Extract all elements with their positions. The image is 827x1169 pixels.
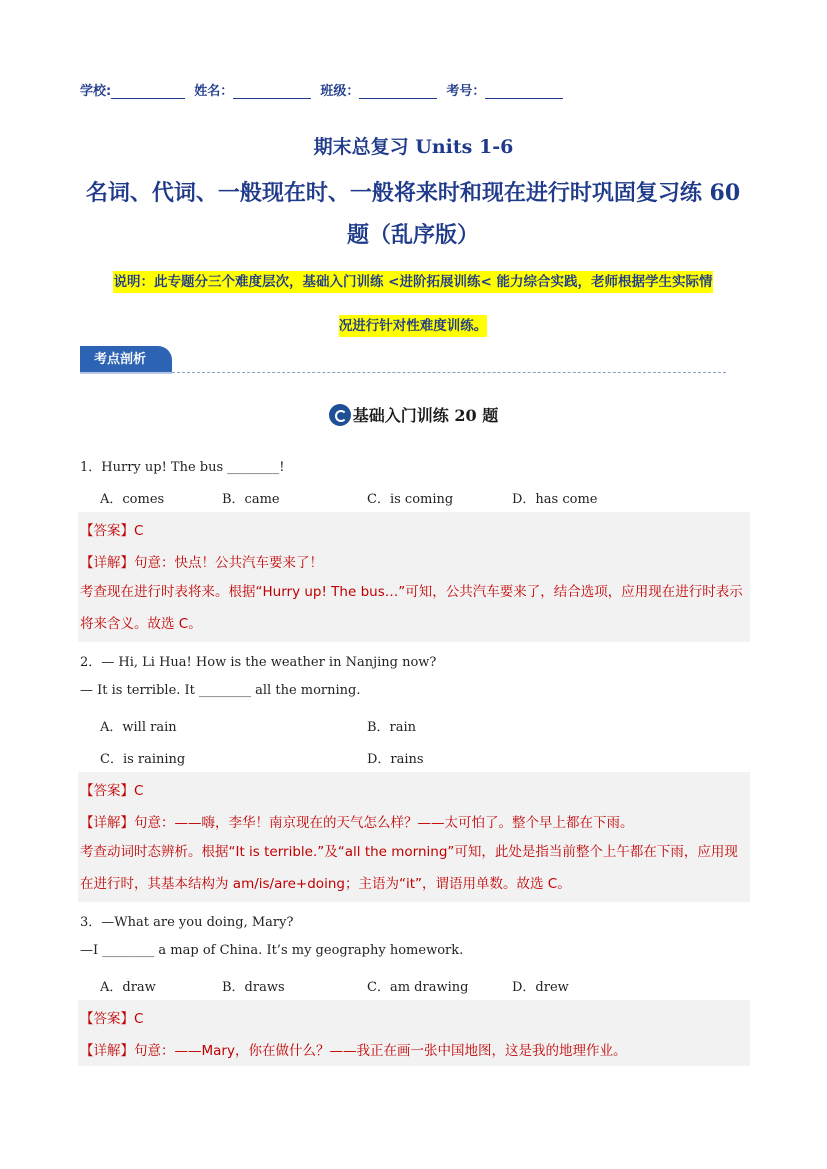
question-3-stem: 3．—What are you doing, Mary?: [80, 915, 294, 930]
question-1-explain-2: 考查现在进行时表将来。根据“Hurry up! The bus…”可知，公共汽车要来了，结合选项，应用现在进行时表示将来含义。故选 C。: [80, 584, 743, 632]
section-tab-shadow: [80, 372, 172, 374]
question-2-answer: 【答案】C: [80, 783, 144, 799]
question-1-stem: 1．Hurry up! The bus ________!: [80, 460, 285, 475]
question-2-explain-1: 【详解】句意：——嗨，李华！南京现在的天气怎么样？——太可怕了。整个早上都在下雨。: [80, 815, 634, 831]
question-2-stem-2: — It is terrible. It ________ all the morning.: [80, 683, 361, 698]
exam-no-blank[interactable]: [485, 85, 563, 99]
exam-no-label: 考号：: [446, 84, 486, 99]
school-label: 学校:: [80, 84, 112, 99]
section-heading-text: 基础入门训练 20 题: [352, 406, 499, 425]
question-3-option-c: C．am drawing: [367, 980, 469, 995]
question-1-option-d: D．has come: [512, 492, 598, 507]
question-3-option-b: B．draws: [222, 980, 285, 995]
question-3-explain-1: 【详解】句意：——Mary，你在做什么？——我正在画一张中国地图，这是我的地理作业。: [80, 1043, 627, 1059]
student-info-line: [80, 80, 563, 99]
question-3-answer: 【答案】C: [80, 1011, 144, 1027]
instruction-note: [78, 260, 748, 348]
question-1-option-a: A．comes: [100, 492, 165, 507]
question-2-option-c: C．is raining: [100, 752, 186, 767]
school-blank[interactable]: [111, 85, 185, 99]
class-blank[interactable]: [359, 85, 437, 99]
dashed-divider: [172, 372, 726, 373]
page-subtitle: 名词、代词、一般现在时、一般将来时和现在进行时巩固复习练 60 题（乱序版）: [85, 180, 741, 248]
question-3-option-a: A．draw: [100, 980, 156, 995]
question-1-answer: 【答案】C: [80, 523, 144, 539]
name-label: 姓名：: [194, 84, 234, 99]
question-1-option-b: B．came: [222, 492, 280, 507]
question-1-explain-1: 【详解】句意：快点！公共汽车要来了！: [80, 555, 323, 571]
question-2-stem: 2．— Hi, Li Hua! How is the weather in Nanjing now?: [80, 655, 437, 670]
section-heading: [0, 403, 827, 426]
instruction-note-line2: 况进行针对性难度训练。: [339, 315, 488, 337]
refresh-icon: [329, 404, 351, 426]
question-1-option-c: C．is coming: [367, 492, 454, 507]
question-2-explain-2: 考查动词时态辨析。根据“It is terrible.”及“all the morning”可知，此处是指当前整个上午都在下雨，应用现在进行时，其基本结构为 am/is/are+doing；主语为“it”，谓语用单数。故选 C。: [80, 844, 738, 892]
section-tab: 考点剖析: [80, 346, 172, 373]
question-2-option-b: B．rain: [367, 720, 417, 735]
question-2-option-d: D．rains: [367, 752, 424, 767]
question-3-option-d: D．drew: [512, 980, 569, 995]
question-2-option-a: A．will rain: [100, 720, 177, 735]
instruction-note-line1: 说明：此专题分三个难度层次，基础入门训练 <进阶拓展训练< 能力综合实践，老师根据学生实际情: [113, 271, 712, 293]
page-title: 期末总复习 Units 1-6: [313, 136, 514, 158]
class-label: 班级：: [320, 84, 360, 99]
name-blank[interactable]: [233, 85, 311, 99]
question-3-stem-2: —I ________ a map of China. It’s my geography homework.: [80, 943, 464, 958]
